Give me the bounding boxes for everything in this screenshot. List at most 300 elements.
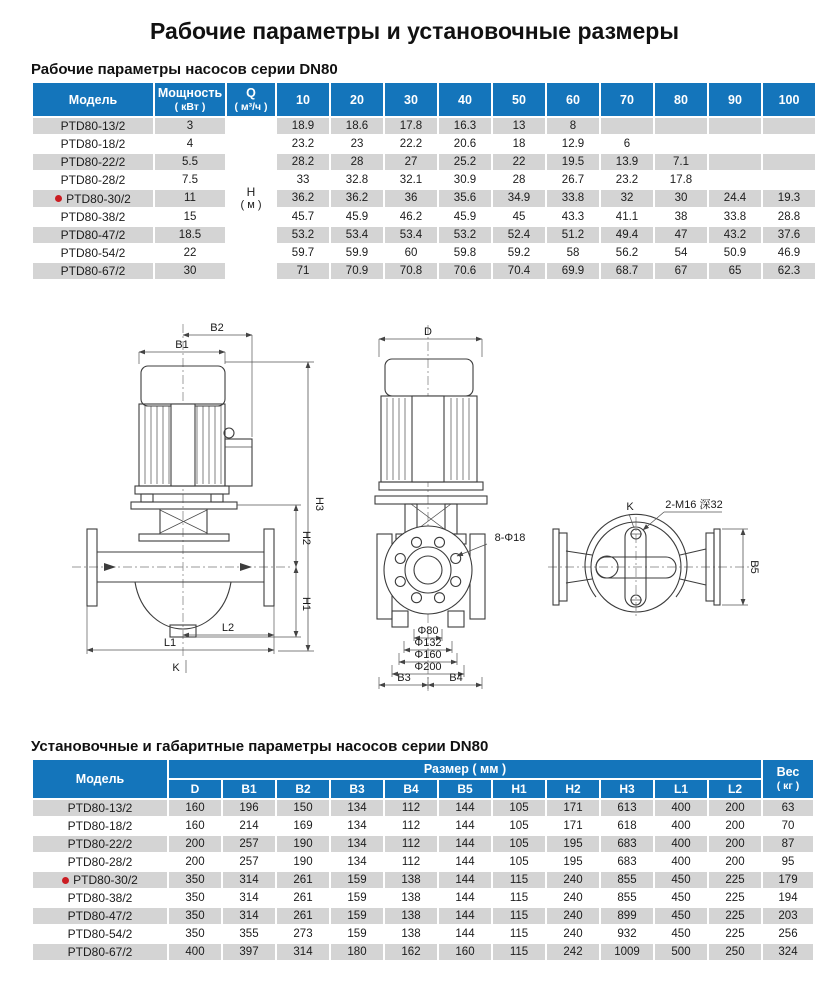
power-cell: 4: [155, 136, 225, 152]
value-cell: 225: [709, 908, 761, 924]
col-header-flow: 10: [277, 83, 329, 116]
value-cell: 115: [493, 872, 545, 889]
model-label: PTD80-28/2: [60, 173, 126, 187]
value-cell: 59.9: [331, 245, 383, 261]
value-cell: 46.2: [385, 209, 437, 225]
power-cell: 15: [155, 209, 225, 225]
performance-table-heading: Рабочие параметры насосов серии DN80: [31, 61, 338, 78]
value-cell: 350: [169, 926, 221, 942]
value-cell: 52.4: [493, 227, 545, 243]
value-cell: 23.2: [277, 136, 329, 152]
model-label: PTD80-47/2: [67, 909, 133, 923]
col-header-size: B1: [223, 780, 275, 798]
head-unit-cell: [227, 118, 275, 279]
value-cell: 36.2: [331, 190, 383, 207]
value-cell: 41.1: [601, 209, 653, 225]
value-cell: 13: [493, 118, 545, 134]
value-cell: 53.4: [385, 227, 437, 243]
value-cell: 257: [223, 836, 275, 852]
value-cell: 195: [547, 854, 599, 870]
value-cell: 28: [493, 172, 545, 188]
value-cell: 18: [493, 136, 545, 152]
table-row: [33, 890, 813, 906]
value-cell: 196: [223, 800, 275, 816]
model-label: PTD80-18/2: [67, 818, 133, 833]
value-cell: [601, 118, 653, 134]
model-cell: [33, 136, 153, 152]
col-header-size: L1: [655, 780, 707, 798]
value-cell: 450: [655, 908, 707, 924]
power-cell: 5.5: [155, 154, 225, 170]
value-cell: 62.3: [763, 263, 815, 279]
table-row: [33, 136, 815, 152]
col-header-model: Модель: [33, 83, 153, 116]
value-cell: 8: [547, 118, 599, 134]
front-view-drawing: [375, 325, 525, 693]
value-cell: 261: [277, 890, 329, 906]
col-header-size: L2: [709, 780, 761, 798]
value-cell: 350: [169, 890, 221, 906]
col-header-size-group: Размер ( мм ): [169, 760, 761, 778]
value-cell: 30.9: [439, 172, 491, 188]
value-cell: 17.8: [385, 118, 437, 134]
dim-label-b5: B5: [748, 559, 760, 574]
value-cell: 180: [331, 944, 383, 960]
value-cell: [763, 154, 815, 170]
value-cell: 450: [655, 926, 707, 942]
value-cell: 194: [763, 890, 813, 906]
model-label: PTD80-67/2: [67, 945, 133, 959]
value-cell: 37.6: [763, 227, 815, 243]
col-header-model: Модель: [33, 760, 167, 798]
table-row: [33, 209, 815, 225]
value-cell: 144: [439, 926, 491, 942]
dim-label-b1: B1: [175, 338, 189, 351]
value-cell: 45.9: [439, 209, 491, 225]
value-cell: 50.9: [709, 245, 761, 261]
power-cell: 7.5: [155, 172, 225, 188]
col-header-flow: 70: [601, 83, 653, 116]
value-cell: 179: [763, 872, 813, 889]
value-cell: [763, 118, 815, 134]
value-cell: 115: [493, 890, 545, 906]
model-label: PTD80-38/2: [60, 209, 126, 224]
value-cell: [709, 136, 761, 152]
value-cell: 87: [763, 836, 813, 852]
value-cell: 203: [763, 908, 813, 924]
dim-label-b2: B2: [210, 321, 224, 334]
value-cell: 33.8: [547, 190, 599, 207]
value-cell: 314: [277, 944, 329, 960]
value-cell: 112: [385, 818, 437, 834]
value-cell: 200: [709, 800, 761, 816]
value-cell: 225: [709, 872, 761, 889]
value-cell: 95: [763, 854, 813, 870]
table-row: [33, 818, 813, 834]
dim-label-tap: 2-M16 深32: [665, 498, 723, 511]
model-cell: [33, 190, 153, 207]
value-cell: 51.2: [547, 227, 599, 243]
col-header-q: [227, 83, 275, 116]
col-header-flow: 80: [655, 83, 707, 116]
model-cell: [33, 172, 153, 188]
power-cell: 30: [155, 263, 225, 279]
value-cell: 26.7: [547, 172, 599, 188]
value-cell: [655, 136, 707, 152]
value-cell: 160: [169, 818, 221, 834]
side-view-drawing: [72, 322, 325, 674]
value-cell: 30: [655, 190, 707, 207]
model-label: PTD80-67/2: [60, 263, 126, 278]
value-cell: 28.8: [763, 209, 815, 225]
value-cell: 16.3: [439, 118, 491, 134]
value-cell: 134: [331, 818, 383, 834]
value-cell: 225: [709, 926, 761, 942]
value-cell: 69.9: [547, 263, 599, 279]
value-cell: 144: [439, 800, 491, 816]
value-cell: 350: [169, 872, 221, 889]
value-cell: 32.8: [331, 172, 383, 188]
value-cell: 112: [385, 854, 437, 870]
value-cell: 261: [277, 872, 329, 889]
value-cell: 56.2: [601, 245, 653, 261]
value-cell: 23.2: [601, 172, 653, 188]
value-cell: 450: [655, 890, 707, 906]
value-cell: 240: [547, 908, 599, 924]
value-cell: 70: [763, 818, 813, 834]
head-unit-line1: H: [246, 185, 256, 200]
value-cell: 138: [385, 926, 437, 942]
value-cell: 65: [709, 263, 761, 279]
value-cell: 855: [601, 872, 653, 889]
col-header-power-line1: Мощность: [157, 86, 223, 100]
model-cell: [33, 944, 167, 960]
value-cell: 171: [547, 800, 599, 816]
table-row: [33, 118, 815, 134]
value-cell: 169: [277, 818, 329, 834]
value-cell: 18.6: [331, 118, 383, 134]
value-cell: 28: [331, 154, 383, 170]
model-cell: [33, 890, 167, 906]
col-header-power: [155, 83, 225, 116]
value-cell: 314: [223, 872, 275, 889]
performance-table: [31, 81, 817, 281]
value-cell: 22.2: [385, 136, 437, 152]
value-cell: 144: [439, 890, 491, 906]
model-cell: [33, 154, 153, 170]
value-cell: 240: [547, 890, 599, 906]
table-row: [33, 872, 813, 889]
table-row: [33, 944, 813, 960]
value-cell: 160: [439, 944, 491, 960]
value-cell: 200: [169, 854, 221, 870]
value-cell: 500: [655, 944, 707, 960]
value-cell: 53.2: [277, 227, 329, 243]
table-row: [33, 836, 813, 852]
value-cell: 144: [439, 908, 491, 924]
value-cell: 20.6: [439, 136, 491, 152]
value-cell: 159: [331, 926, 383, 942]
value-cell: 450: [655, 872, 707, 889]
dimensions-table-heading: Установочные и габаритные параметры насосов серии DN80: [31, 737, 489, 755]
value-cell: 70.4: [493, 263, 545, 279]
col-header-flow: 50: [493, 83, 545, 116]
model-label: PTD80-22/2: [60, 155, 126, 169]
value-cell: [763, 172, 815, 188]
value-cell: 324: [763, 944, 813, 960]
dimensions-table-body: [33, 800, 813, 961]
value-cell: 134: [331, 854, 383, 870]
value-cell: 190: [277, 854, 329, 870]
table-row: [33, 154, 815, 170]
value-cell: 34.9: [493, 190, 545, 207]
technical-drawings: [0, 311, 829, 714]
value-cell: 22: [493, 154, 545, 170]
value-cell: 855: [601, 890, 653, 906]
value-cell: 195: [547, 836, 599, 852]
value-cell: 314: [223, 908, 275, 924]
value-cell: 7.1: [655, 154, 707, 170]
value-cell: 144: [439, 836, 491, 852]
value-cell: 225: [709, 890, 761, 906]
value-cell: 70.8: [385, 263, 437, 279]
value-cell: 240: [547, 926, 599, 942]
marker-dot: [55, 195, 62, 202]
table-row: [33, 908, 813, 924]
value-cell: 59.8: [439, 245, 491, 261]
value-cell: 115: [493, 908, 545, 924]
value-cell: 899: [601, 908, 653, 924]
col-header-size: H3: [601, 780, 653, 798]
value-cell: 19.5: [547, 154, 599, 170]
value-cell: 256: [763, 926, 813, 942]
power-cell: 22: [155, 245, 225, 261]
dim-label-l2: L2: [221, 621, 235, 634]
value-cell: 683: [601, 836, 653, 852]
col-header-flow: 20: [331, 83, 383, 116]
col-header-flow: 40: [439, 83, 491, 116]
value-cell: [709, 118, 761, 134]
model-cell: [33, 818, 167, 834]
col-header-size: B3: [331, 780, 383, 798]
value-cell: 200: [169, 836, 221, 852]
dimensions-table: [31, 758, 815, 963]
value-cell: 138: [385, 872, 437, 889]
value-cell: 25.2: [439, 154, 491, 170]
model-label: PTD80-28/2: [67, 854, 133, 869]
value-cell: 17.8: [655, 172, 707, 188]
performance-table-body: [33, 118, 815, 279]
value-cell: 46.9: [763, 245, 815, 261]
value-cell: 261: [277, 908, 329, 924]
dim-label-d200: Φ200: [414, 660, 442, 673]
dim-label-d: D: [424, 325, 432, 338]
dim-label-k: K: [626, 500, 634, 513]
col-header-q-line2: ( м³/ч ): [234, 101, 268, 113]
value-cell: 932: [601, 926, 653, 942]
value-cell: 159: [331, 872, 383, 889]
col-header-weight-line1: Вес: [776, 765, 800, 779]
value-cell: [709, 172, 761, 188]
top-view-drawing: [548, 498, 760, 619]
value-cell: 115: [493, 926, 545, 942]
value-cell: 400: [655, 836, 707, 852]
model-label: PTD80-30/2: [66, 191, 131, 206]
table-row: [33, 172, 815, 188]
value-cell: 138: [385, 908, 437, 924]
value-cell: 159: [331, 908, 383, 924]
power-cell: 18.5: [155, 227, 225, 243]
value-cell: 144: [439, 854, 491, 870]
col-header-flow: 60: [547, 83, 599, 116]
dim-label-k: K: [172, 661, 180, 674]
model-label: PTD80-38/2: [67, 891, 133, 905]
value-cell: 257: [223, 854, 275, 870]
table-row: [33, 800, 813, 816]
dim-label-b4: B4: [449, 671, 463, 684]
value-cell: 1009: [601, 944, 653, 960]
value-cell: 613: [601, 800, 653, 816]
col-header-size: H2: [547, 780, 599, 798]
value-cell: 32: [601, 190, 653, 207]
col-header-flow: 30: [385, 83, 437, 116]
value-cell: 134: [331, 836, 383, 852]
model-cell: [33, 908, 167, 924]
value-cell: 43.2: [709, 227, 761, 243]
value-cell: 45.9: [331, 209, 383, 225]
value-cell: 53.4: [331, 227, 383, 243]
value-cell: 134: [331, 800, 383, 816]
dim-label-h1: H1: [300, 596, 312, 611]
value-cell: 45: [493, 209, 545, 225]
value-cell: [655, 118, 707, 134]
value-cell: 400: [655, 818, 707, 834]
value-cell: [709, 154, 761, 170]
col-header-size: B4: [385, 780, 437, 798]
table-row: [33, 190, 815, 207]
flow-arrow: [104, 563, 116, 571]
dim-label-d160: Φ160: [414, 648, 442, 661]
value-cell: 32.1: [385, 172, 437, 188]
dimensions-header-row-1: [33, 760, 813, 778]
model-cell: [33, 245, 153, 261]
value-cell: 162: [385, 944, 437, 960]
value-cell: 314: [223, 890, 275, 906]
value-cell: [763, 136, 815, 152]
table-row: [33, 263, 815, 279]
value-cell: 618: [601, 818, 653, 834]
value-cell: 250: [709, 944, 761, 960]
power-cell: 11: [155, 190, 225, 207]
marker-dot: [62, 877, 69, 884]
col-header-weight-line2: ( кг ): [776, 780, 800, 792]
value-cell: 105: [493, 854, 545, 870]
value-cell: 63: [763, 800, 813, 816]
value-cell: 400: [655, 800, 707, 816]
value-cell: 397: [223, 944, 275, 960]
value-cell: 71: [277, 263, 329, 279]
dim-label-l1: L1: [163, 636, 177, 649]
model-label: PTD80-30/2: [73, 873, 138, 887]
dim-label-d80: Φ80: [417, 624, 439, 637]
value-cell: 112: [385, 836, 437, 852]
value-cell: 45.7: [277, 209, 329, 225]
model-cell: [33, 872, 167, 889]
model-label: PTD80-54/2: [60, 245, 126, 260]
model-label: PTD80-13/2: [67, 800, 133, 815]
model-cell: [33, 836, 167, 852]
value-cell: 105: [493, 800, 545, 816]
col-header-flow: 100: [763, 83, 815, 116]
col-header-size: B2: [277, 780, 329, 798]
value-cell: 27: [385, 154, 437, 170]
value-cell: 58: [547, 245, 599, 261]
value-cell: 12.9: [547, 136, 599, 152]
value-cell: 400: [169, 944, 221, 960]
dim-label-bolts: 8-Φ18: [494, 531, 526, 544]
model-label: PTD80-13/2: [60, 119, 126, 133]
value-cell: 683: [601, 854, 653, 870]
model-cell: [33, 118, 153, 134]
col-header-q-line1: Q: [246, 86, 256, 100]
dim-label-h3: H3: [313, 496, 325, 511]
table-row: [33, 245, 815, 261]
table-row: [33, 926, 813, 942]
model-label: PTD80-22/2: [67, 836, 133, 851]
value-cell: 112: [385, 800, 437, 816]
value-cell: 273: [277, 926, 329, 942]
dim-label-h2: H2: [300, 530, 312, 545]
page-title: Рабочие параметры и установочные размеры: [150, 18, 679, 44]
flow-arrow: [240, 563, 252, 571]
head-unit-line2: ( м ): [240, 199, 262, 212]
value-cell: 150: [277, 800, 329, 816]
value-cell: 190: [277, 836, 329, 852]
value-cell: 138: [385, 890, 437, 906]
value-cell: 33: [277, 172, 329, 188]
value-cell: 70.6: [439, 263, 491, 279]
value-cell: 105: [493, 818, 545, 834]
value-cell: 144: [439, 872, 491, 889]
value-cell: 115: [493, 944, 545, 960]
value-cell: 43.3: [547, 209, 599, 225]
value-cell: 355: [223, 926, 275, 942]
value-cell: 28.2: [277, 154, 329, 170]
value-cell: 36: [385, 190, 437, 207]
value-cell: 400: [655, 854, 707, 870]
value-cell: 59.2: [493, 245, 545, 261]
value-cell: 35.6: [439, 190, 491, 207]
model-cell: [33, 263, 153, 279]
model-label: PTD80-47/2: [60, 227, 126, 242]
value-cell: 38: [655, 209, 707, 225]
value-cell: 13.9: [601, 154, 653, 170]
value-cell: 36.2: [277, 190, 329, 207]
model-cell: [33, 854, 167, 870]
value-cell: 6: [601, 136, 653, 152]
value-cell: 19.3: [763, 190, 815, 207]
model-cell: [33, 800, 167, 816]
value-cell: 200: [709, 818, 761, 834]
col-header-size: H1: [493, 780, 545, 798]
value-cell: 59.7: [277, 245, 329, 261]
value-cell: 159: [331, 890, 383, 906]
value-cell: 70.9: [331, 263, 383, 279]
value-cell: 53.2: [439, 227, 491, 243]
col-header-power-line2: ( кВт ): [174, 101, 206, 113]
value-cell: 242: [547, 944, 599, 960]
performance-header-row: [33, 83, 815, 116]
